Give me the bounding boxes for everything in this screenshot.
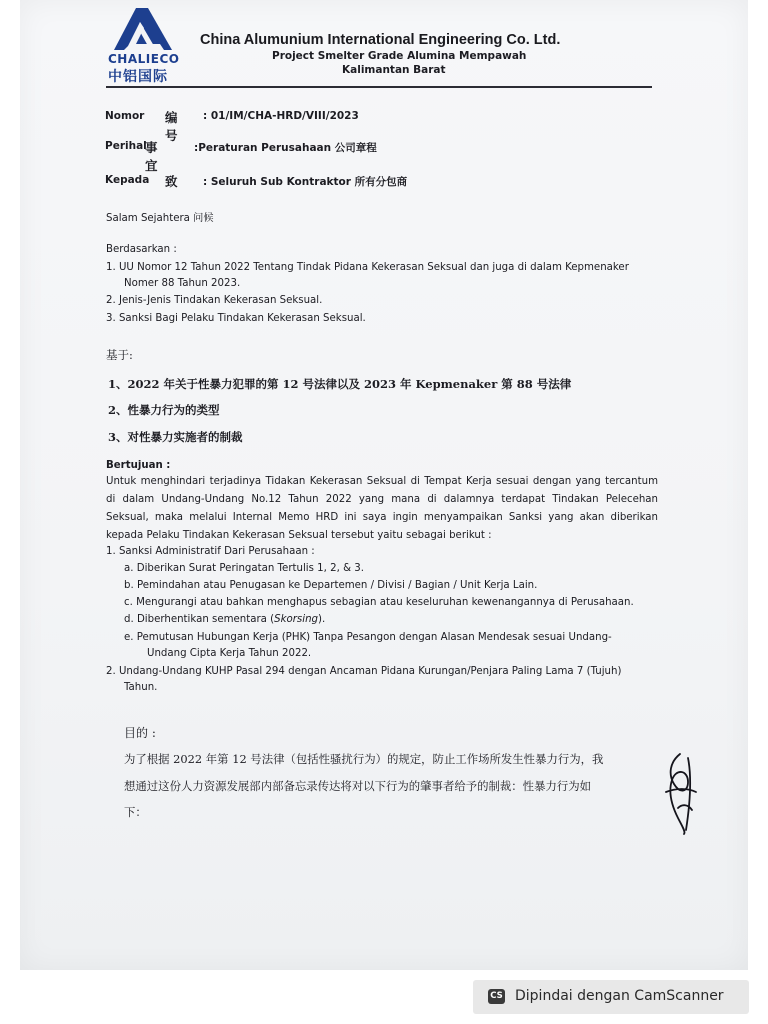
bertujuan-line-3: Seksual, maka melalui Internal Memo HRD ini saya ingin menyampaikan Sanksi yang akan diberikan — [106, 512, 658, 523]
header-divider — [106, 86, 652, 88]
berdasarkan-item-1-cont: Nomer 88 Tahun 2023. — [124, 278, 241, 289]
project-name: Project Smelter Grade Alumina Mempawah — [272, 50, 527, 62]
greeting: Salam Sejahtera 问候 — [106, 213, 214, 224]
nomor-value: : 01/IM/CHA-HRD/VIII/2023 — [203, 110, 359, 122]
kepada-value: : Seluruh Sub Kontraktor 所有分包商 — [203, 176, 408, 188]
sanksi-item-d — [124, 614, 325, 625]
project-location: Kalimantan Barat — [342, 64, 446, 76]
bertujuan-heading: Bertujuan : — [106, 460, 171, 471]
bertujuan-line-2: di dalam Undang-Undang No.12 Tahun 2022 yang mana di dalamnya terdapat Tindakan Pelecehan — [106, 494, 658, 505]
berdasarkan-item-1: 1. UU Nomor 12 Tahun 2022 Tentang Tindak Pidana Kekerasan Seksual dan juga di dalam Kepmenaker — [106, 262, 629, 273]
sanksi-item-e: e. Pemutusan Hubungan Kerja (PHK) Tanpa Pesangon dengan Alasan Mendesak sesuai Undang- — [124, 632, 612, 643]
skorsing-term: Skorsing — [274, 614, 318, 625]
perihal-chinese-label: 事宜 — [145, 140, 158, 173]
handwritten-signature-icon — [658, 748, 700, 836]
sanksi-item-e-cont: Undang Cipta Kerja Tahun 2022. — [147, 648, 312, 659]
berdasarkan-item-3: 3. Sanksi Bagi Pelaku Tindakan Kekerasan Seksual. — [106, 313, 366, 324]
mudi-heading: 目的 : — [124, 726, 156, 740]
jiyu-item-3: 3、对性暴力实施者的制裁 — [108, 430, 243, 444]
jiyu-item-2: 2、性暴力行为的类型 — [108, 403, 220, 417]
bertujuan-line-1: Untuk menghindari terjadinya Tidakan Kekerasan Seksual di Tempat Kerja sesuai dengan yang tercantum — [106, 476, 658, 487]
sanksi-administratif: 1. Sanksi Administratif Dari Perusahaan : — [106, 546, 315, 557]
sanksi-item-c: c. Mengurangi atau bahkan menghapus sebagian atau keseluruhan kewenangannya di Perusahaan. — [124, 597, 634, 608]
jiyu-heading: 基于: — [106, 348, 133, 362]
chalieco-logo — [108, 6, 178, 84]
sanksi-item-d-text: d. Diberhentikan sementara ( — [124, 614, 275, 625]
berdasarkan-item-2: 2. Jenis-Jenis Tindakan Kekerasan Seksual. — [106, 295, 323, 306]
logo-chinese-name: 中铝国际 — [108, 69, 168, 85]
berdasarkan-heading: Berdasarkan : — [106, 244, 177, 255]
chalieco-logo-mark-icon — [114, 6, 172, 52]
perihal-value: :Peraturan Perusahaan 公司章程 — [194, 142, 377, 154]
logo-name: CHALIECO — [108, 52, 180, 66]
perihal-label: Perihal — [105, 140, 147, 152]
nomor-chinese-label: 编号 — [165, 110, 178, 143]
company-name: China Alumunium International Engineering Co. Ltd. — [200, 32, 561, 48]
nomor-label: Nomor — [105, 110, 145, 122]
camscanner-logo-icon: CS — [488, 989, 505, 1004]
sanksi-item-a: a. Diberikan Surat Peringatan Tertulis 1, 2, & 3. — [124, 563, 364, 574]
mudi-line-1: 为了根据 2022 年第 12 号法律（包括性骚扰行为）的规定，防止工作场所发生性暴力行为，我 — [124, 752, 604, 766]
kepada-label: Kepada — [105, 174, 150, 186]
mudi-line-3: 下： — [124, 805, 147, 819]
jiyu-item-1: 1、2022 年关于性暴力犯罪的第 12 号法律以及 2023 年 Kepmenaker 第 88 号法律 — [108, 377, 572, 391]
camscanner-watermark — [473, 980, 749, 1014]
kuhp-sanction: 2. Undang-Undang KUHP Pasal 294 dengan Ancaman Pidana Kurungan/Penjara Paling Lama 7 (Tujuh) — [106, 666, 622, 677]
mudi-line-2: 想通过这份人力资源发展部内部备忘录传达将对以下行为的肇事者给予的制裁：性暴力行为如 — [124, 779, 592, 793]
bertujuan-line-4: kepada Pelaku Tindakan Kekerasan Seksual tersebut yaitu sebagai berikut : — [106, 530, 492, 541]
kepada-chinese-label: 致 — [165, 174, 178, 189]
sanksi-item-d-end: ). — [318, 614, 326, 625]
camscanner-text: Dipindai dengan CamScanner — [515, 988, 724, 1004]
sanksi-item-b: b. Pemindahan atau Penugasan ke Departemen / Divisi / Bagian / Unit Kerja Lain. — [124, 580, 538, 591]
kuhp-sanction-cont: Tahun. — [124, 682, 158, 693]
